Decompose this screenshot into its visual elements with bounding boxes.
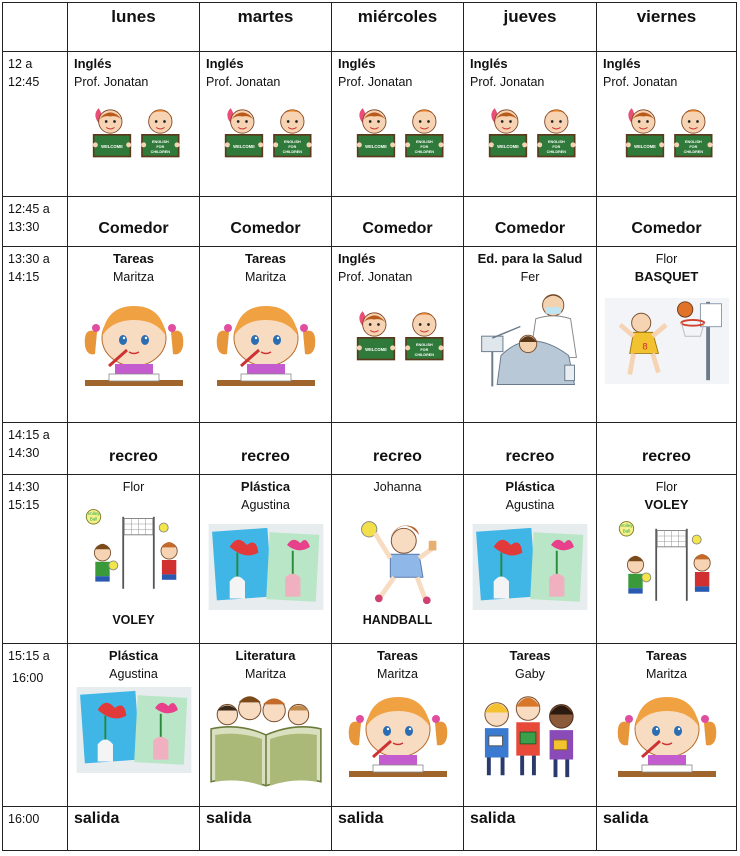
subject-label: Inglés <box>206 56 244 71</box>
lunch-cell: Comedor <box>200 197 332 247</box>
teacher-label: Flor <box>655 480 678 494</box>
recess-cell: recreo <box>332 423 464 475</box>
lunch-cell: Comedor <box>464 197 597 247</box>
teacher-label: Maritza <box>113 270 154 284</box>
time-cell-5 <box>3 475 68 644</box>
day-header-monday: lunes <box>68 3 200 52</box>
subject-label: Tareas <box>377 648 418 663</box>
time-end: 13:30 <box>8 220 40 234</box>
time-start: 14:30 <box>8 480 40 494</box>
time-cell-1 <box>3 52 68 197</box>
class-cell <box>597 52 737 197</box>
teacher-label: Maritza <box>377 667 418 681</box>
lunch-cell: Comedor <box>68 197 200 247</box>
class-cell <box>597 475 737 644</box>
period-row-6 <box>3 644 737 807</box>
subject-label: Plástica <box>108 648 159 663</box>
subject-label: VOLEY <box>644 497 689 512</box>
exit-cell: salida <box>200 807 332 851</box>
subject-label: BASQUET <box>634 269 699 284</box>
volleyball-illustration <box>79 506 189 596</box>
english-kids-illustration <box>219 103 319 165</box>
time-start: 13:30 a <box>8 252 50 266</box>
basketball-illustration <box>604 298 730 384</box>
teacher-label: Flor <box>122 480 145 494</box>
girl-studying-illustration <box>79 302 189 392</box>
recess-cell: recreo <box>68 423 200 475</box>
class-cell <box>200 475 332 644</box>
subject-label: Plástica <box>505 479 555 494</box>
art-handprint-illustration <box>73 687 195 773</box>
class-cell <box>332 247 464 423</box>
teacher-label: Agustina <box>505 498 555 512</box>
teacher-label: Agustina <box>241 498 290 512</box>
schedule-table <box>2 2 737 851</box>
day-header-friday: viernes <box>597 3 737 52</box>
exit-cell: salida <box>597 807 737 851</box>
subject-label: Inglés <box>603 56 641 71</box>
subject-label: Literatura <box>235 648 296 663</box>
class-cell <box>200 644 332 807</box>
volleyball-illustration <box>612 518 722 608</box>
time-start: 16:00 <box>8 812 40 826</box>
period-row-1 <box>3 52 737 197</box>
girl-studying-illustration <box>343 693 453 783</box>
teacher-label: Prof. Jonatan <box>74 75 149 89</box>
time-end: 14:15 <box>8 270 40 284</box>
period-row-exit <box>3 807 737 851</box>
time-cell-6 <box>3 644 68 807</box>
teacher-label: Gaby <box>515 667 545 681</box>
exit-cell: salida <box>68 807 200 851</box>
subject-label: Inglés <box>74 56 112 71</box>
corner-cell <box>3 3 68 52</box>
time-cell-3 <box>3 247 68 423</box>
time-start: 14:15 a <box>8 428 50 442</box>
teacher-label: Maritza <box>245 667 286 681</box>
teacher-label: Johanna <box>373 480 422 494</box>
teacher-label: Prof. Jonatan <box>338 75 413 89</box>
time-start: 12:45 a <box>8 202 50 216</box>
day-header-wednesday: miércoles <box>332 3 464 52</box>
english-kids-illustration <box>351 103 451 165</box>
handball-illustration <box>350 512 446 608</box>
subject-label: Plástica <box>240 479 291 494</box>
class-cell <box>464 475 597 644</box>
teacher-label: Maritza <box>245 270 286 284</box>
recess-cell: recreo <box>464 423 597 475</box>
class-cell <box>68 475 200 644</box>
girl-studying-illustration <box>211 302 321 392</box>
time-end: 14:30 <box>8 446 40 460</box>
teacher-label: Fer <box>520 270 540 284</box>
exit-cell: salida <box>332 807 464 851</box>
period-row-3 <box>3 247 737 423</box>
subject-label: Inglés <box>470 56 508 71</box>
class-cell <box>200 247 332 423</box>
time-cell-2 <box>3 197 68 247</box>
class-cell <box>597 247 737 423</box>
art-handprint-illustration <box>205 524 327 610</box>
subject-label: Inglés <box>338 251 376 266</box>
exit-cell: salida <box>464 807 597 851</box>
class-cell <box>332 475 464 644</box>
teacher-label: Flor <box>655 252 678 266</box>
kids-with-books-illustration <box>471 687 589 785</box>
time-end: 12:45 <box>8 75 40 89</box>
time-start: 15:15 a <box>8 649 50 663</box>
subject-label: Inglés <box>338 56 376 71</box>
teacher-label: Prof. Jonatan <box>603 75 678 89</box>
class-cell <box>332 52 464 197</box>
subject-label: Tareas <box>113 251 154 266</box>
time-cell-4 <box>3 423 68 475</box>
english-kids-illustration <box>351 306 451 368</box>
class-cell <box>200 52 332 197</box>
english-kids-illustration <box>483 103 583 165</box>
teacher-label: Prof. Jonatan <box>206 75 281 89</box>
class-cell <box>68 52 200 197</box>
art-handprint-illustration <box>469 524 591 610</box>
recess-cell: recreo <box>597 423 737 475</box>
day-header-tuesday: martes <box>200 3 332 52</box>
time-cell-7 <box>3 807 68 851</box>
english-kids-illustration <box>87 103 187 165</box>
sport-label: HANDBALL <box>362 613 433 627</box>
subject-label: Ed. para la Salud <box>477 251 583 266</box>
dentist-illustration <box>472 286 588 396</box>
subject-label: Tareas <box>509 648 551 663</box>
class-cell <box>464 52 597 197</box>
subject-label: Tareas <box>646 648 687 663</box>
period-row-lunch <box>3 197 737 247</box>
class-cell <box>597 644 737 807</box>
english-kids-illustration <box>620 103 720 165</box>
class-cell <box>68 644 200 807</box>
time-end: 15:15 <box>8 498 40 512</box>
sport-label: VOLEY <box>112 613 155 627</box>
class-cell <box>68 247 200 423</box>
time-start: 12 a <box>8 57 33 71</box>
recess-cell: recreo <box>200 423 332 475</box>
lunch-cell: Comedor <box>332 197 464 247</box>
teacher-label: Prof. Jonatan <box>470 75 545 89</box>
teacher-label: Prof. Jonatan <box>338 270 413 284</box>
lunch-cell: Comedor <box>597 197 737 247</box>
teacher-label: Maritza <box>646 667 687 681</box>
class-cell <box>332 644 464 807</box>
class-cell <box>464 644 597 807</box>
period-row-5 <box>3 475 737 644</box>
day-header-thursday: jueves <box>464 3 597 52</box>
reading-kids-illustration <box>205 687 327 791</box>
girl-studying-illustration <box>612 693 722 783</box>
class-cell <box>464 247 597 423</box>
time-end: 16:00 <box>12 671 44 685</box>
teacher-label: Agustina <box>109 667 158 681</box>
header-row <box>3 3 737 52</box>
period-row-recess <box>3 423 737 475</box>
subject-label: Tareas <box>245 251 286 266</box>
